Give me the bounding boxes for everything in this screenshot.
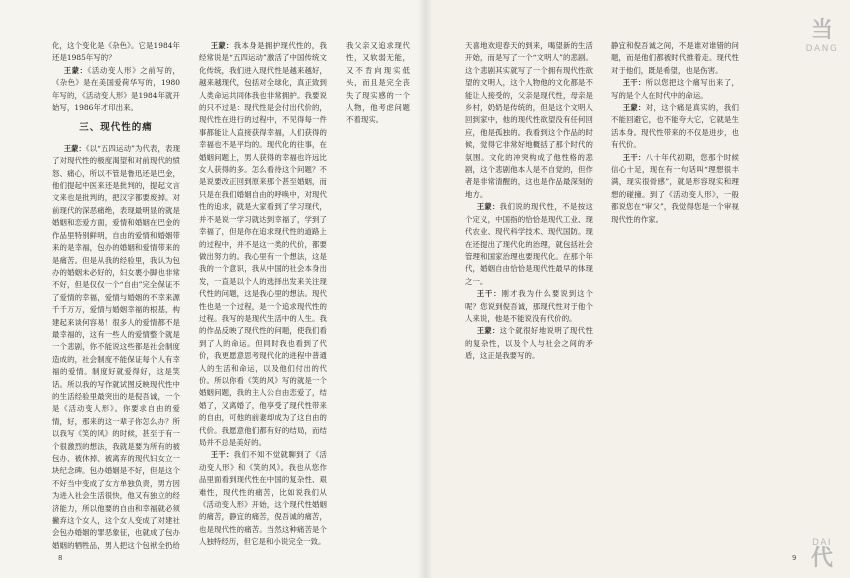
article-paragraph <box>465 40 593 201</box>
article-paragraph <box>611 40 739 77</box>
page-number-right: 9 <box>792 554 797 562</box>
article-paragraph <box>611 102 739 152</box>
paragraph-text: 我们不知不觉就聊到了《活动变人形》和《笑的风》。我也从您作品里面看到现代性在中国的复杂性、艰难性，现代性的痛苦，比如说我们从《活动变人形》开始，这个现代性婚姻的痛苦，静宜的痛苦，倪吾诚的痛苦，也是现代性的痛苦。当然这种痛苦是个人独特经历，但它是和小说完全一致。 <box>199 450 327 547</box>
paragraph-text: 我本身是拥护现代性的，我经常说是“五四运动”激活了中国传统文化传统，我们进入现代性是越来越好，越来越现代，包括对全球化，真正致到人类命运共同体我也非常拥护。我要说的只不过是：现代性是会付出代价的，现代性在进行的过程中，不见得每一件事都能让人直接获得幸福，人们获得的幸福也不是平均的。现代化的往事，在婚姻问题上，男人获得的幸福也许远比女人获得的多。怎么看待这个问题？不是说要改正回到原来那个甚至婚姻，而只是在我们婚姻自由的呼唤中，对现代性的追求，就是大家看到了学习现代，并不是说一学习就达到幸福了，学到了幸福了，但是你在追求现代性的道路上的过程中，并不是这一类的代价，都要做出努力的。我心里有一个想法，这是我的一个意识，我从中国的社会本身出发，一直是以个人的选择出发来关注现代性的问题，这是我心里的想法。现代性也是一个过程，是一个追求现代性的过程。我写的是现代生活中的人生。我的作品反映了现代性的问题，使我们看到了人的命运。但同时我也看到了代价，我更愿意思考现代化的进程中普通人的生活和命运，以及他们付出的代价。所以你看《笑的风》写的就是一个婚姻问题，我的主人公自由恋爱了，结婚了，又离婚了，他享受了现代性带来的自由，可他的前妻却成为了这自由的代价。我愿意他们都有好的结局，而结局并不总是美好的。 <box>199 41 327 447</box>
magazine-brand-top <box>804 20 840 54</box>
speaker-label: 王干： <box>622 152 646 162</box>
section-heading: 三、现代性的痛 <box>79 122 153 134</box>
article-paragraph <box>52 40 180 65</box>
paragraph-text: 静宜和倪吾诚之间，不是谁对谁错的问题，而是他们都被时代推着走。现代性对于他们，既是希望，也是伤害。 <box>611 41 739 75</box>
speaker-label: 王干： <box>476 289 502 299</box>
book-gutter <box>418 0 432 578</box>
speaker-label: 王蒙： <box>210 41 234 50</box>
paragraph-text: 这个就很好地说明了现代性的复杂性，以及个人与社会之间的矛盾，这正是我要写的。 <box>465 326 593 361</box>
article-paragraph <box>52 65 180 115</box>
brand-latin-dang: DANG <box>805 44 839 54</box>
speaker-label: 王蒙： <box>476 326 500 336</box>
text-column-5 <box>611 40 739 550</box>
article-paragraph <box>465 325 593 362</box>
article-paragraph <box>346 40 410 127</box>
paragraph-text: 刚才我为什么要说到这个呢？您说到倪吾诚，那现代性对于他个人来说，他是不能说没有代价的。 <box>465 289 593 323</box>
article-paragraph <box>199 549 327 550</box>
brand-glyph-dang: 当 <box>810 18 833 43</box>
speaker-label: 王干： <box>210 450 234 460</box>
text-column-2 <box>199 40 327 550</box>
article-paragraph <box>465 288 593 325</box>
page-number-left: 8 <box>58 554 63 562</box>
speaker-label: 王蒙： <box>476 202 500 212</box>
speaker-label: 王干： <box>622 78 646 88</box>
paragraph-text: 化，这个变化是《杂色》。它是1984年还是1985年写的？ <box>52 41 180 63</box>
text-column-3 <box>346 40 410 550</box>
article-paragraph <box>52 143 180 550</box>
speaker-label: 王蒙： <box>63 143 86 153</box>
article-paragraph <box>199 449 327 548</box>
speaker-label: 王蒙： <box>622 103 646 113</box>
paragraph-text: 对，这个痛是真实的，我们不能回避它，也不能夸大它，它就是生活本身。现代性带来的不仅是进步，也有代价。 <box>611 103 739 150</box>
magazine-brand-bottom <box>804 536 840 570</box>
paragraph-text: 《以“五四运动”为代表，表现了对现代性的极度渴望和对前现代的愤怒、痛心，所以不管是鲁迅还是巴金，他们提起中医来还是批判的，提起文言文来也是批判的，把汉字都要废掉。对前现代的深恶痛绝，表现最明显的就是婚姻和恋爱方面，爱情和婚姻在巴金的作品里特别鲜明，自由的爱情和婚姻带来的是幸福，包办的婚姻和爱情带来的是痛苦。但是从我的经验里，我认为包办的婚姻未必好的，妇女裹小脚也非常不好，但是仅仅一个“自由”完全保证不了爱情的幸福，爱情与婚姻的不幸来源千千万万，爱情与婚姻幸福的根基，构建起来谈何容易！很多人的爱情都不是最幸福的，这有一些人的爱情整个就是一个悲剧，你不能说这些都是社会制度造成的，社会制度不能保证每个人有幸福的爱情。制度好就爱得好，这是笑话。所以我的写作就试图反映现代性中的生活经验里最突出的是倪吾诚，一个是《活动变人形》。你要求自由的爱情，好，那来的这一辈子你怎么办？所以我写《笑的风》的时候，甚至于有一个很激烈的想法，我就是要为所有的被包办、被休掉、被离弃的现代妇女立一块纪念碑。包办婚姻是不好，但是这个不好当中变成了女方单独负责，男方因为进入社会生活很快，他又有独立的经济能力，所以他要的自由和幸福就必须撇弃这个女人，这个女人变成了对建社会包办婚姻的罪恶象征，也就成了包办婚姻的牺牲品，男人把这个包袱全扔给 <box>52 143 180 550</box>
speaker-label: 王蒙： <box>63 65 88 75</box>
paragraph-text: 天喜地欢迎春天的到来，喝望新的生活开始，而是写了一个“文明人”的悲剧。这个悲剧其实就写了一个拥有现代性欲望的文明人，这个人物他的文化都是不能让人接受的，父亲是现代性，母亲是乡村，奶奶是传统的，但是这个文明人回到家中，他的现代性欲望没有任何回应，他是孤独的。我看到这个作品的时候，觉得它非常好地概括了那个时代的氛围。文化的冲突构成了他性格的悲剧，这个悲剧他本人是不自觉的，但作者是非常清醒的，这也是作品最深刻的地方。 <box>465 41 593 199</box>
paragraph-text: 八十年代初期，您那个时候信心十足，现在有一句话叫“理想很丰满，现实很骨感”，就是形容现实和理想的碰撞。到了《活动变人形》，一般都说您在“审父”，我觉得您是一个审视现代性的作家。 <box>611 152 739 224</box>
article-paragraph <box>199 40 327 449</box>
paragraph-text: 所以您把这个痛写出来了，写的是个人在时代中的命运。 <box>611 78 739 100</box>
article-paragraph <box>465 201 593 288</box>
article-paragraph <box>611 77 739 102</box>
paragraph-text: 我父亲又追求现代性，又软弱无能，又不肯向现实低头，而且是完全丧失了现实感的一个人物，他考虑问题不着现实。 <box>346 41 410 125</box>
text-column-1 <box>52 40 180 550</box>
text-column-4 <box>465 40 593 550</box>
article-paragraph <box>611 152 739 226</box>
paragraph-text: 我们说的现代性，不是按这个定义，中国指的恰恰是现代工业、现代农业、现代科学技术、现代国防。现在还提出了现代化的治理，就包括社会管理和国家治理也要现代化。在那个年代，婚姻自由恰恰是现代性最早的体现之一。 <box>465 202 593 286</box>
brand-glyph-dai: 代 <box>810 546 833 571</box>
brand-latin-dai: DAI <box>811 538 833 548</box>
paragraph-text: 《活动变人形》之前写的，《杂色》是在美国爱荷华写的，1980年写的，《活动变人形》是1984年就开始写，1986年才印出来。 <box>52 65 180 113</box>
